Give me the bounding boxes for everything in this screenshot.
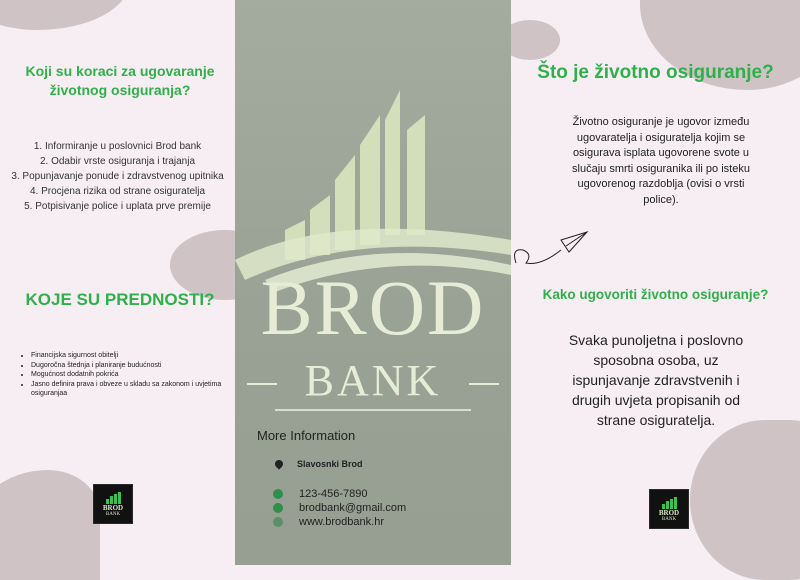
location-text: Slavosnki Brod bbox=[297, 459, 363, 469]
location-row bbox=[275, 459, 363, 469]
logo-divider-left bbox=[247, 383, 277, 385]
what-is-paragraph: Životno osiguranje je ugovor između ugovaratelja i osiguratelja kojim se osigurava isplata ugovorene svote u slučaju smrti osiguranika ili po isteku ugovorenog razdoblja (ovisi o vrsti police). bbox=[572, 116, 750, 206]
website-text: www.brodbank.hr bbox=[299, 516, 384, 528]
steps-heading: Koji su koraci za ugovaranje životnog osiguranja? bbox=[25, 63, 215, 98]
right-panel bbox=[511, 0, 800, 565]
email-row bbox=[273, 502, 406, 514]
list-item: • Mogućnost dodatnih pokrića bbox=[31, 370, 241, 380]
benefits-heading: KOJE SU PREDNOSTI? bbox=[25, 290, 215, 309]
paper-plane-icon bbox=[511, 228, 591, 268]
phone-text: 123-456-7890 bbox=[299, 488, 368, 500]
list-item: 3. Popunjavanje ponude i zdravstvenog upitnika bbox=[11, 171, 224, 182]
brod-bank-logo-small bbox=[93, 484, 133, 524]
logo-wordmark-brod: BROD bbox=[260, 264, 486, 351]
list-item: 4. Procjena rizika od strane osiguratelja bbox=[29, 186, 206, 197]
brod-bank-logo-small-right bbox=[649, 489, 689, 529]
what-is-heading: Što je životno osiguranje? bbox=[537, 62, 774, 83]
logo-wordmark-bank: BANK bbox=[304, 356, 442, 405]
phone-icon bbox=[273, 489, 283, 499]
how-to-paragraph: Svaka punoljetna i poslovno sposobna osoba, uz ispunjavanje zdravstvenih i drugih uvjeta propisanih od strane osiguratelja. bbox=[568, 332, 744, 428]
list-item: • Dugoročna štednja i planiranje budućnosti bbox=[31, 361, 241, 371]
location-pin-icon bbox=[273, 458, 284, 469]
email-text: brodbank@gmail.com bbox=[299, 502, 407, 514]
logo-text-brod: BROD bbox=[102, 503, 124, 512]
list-item: • Jasno definira prava i obveze u skladu sa zakonom i uvjetima osiguranjaa bbox=[31, 380, 241, 399]
email-icon bbox=[273, 503, 283, 513]
logo-text-bank: BANK bbox=[105, 511, 121, 517]
center-panel bbox=[235, 0, 511, 565]
how-to-heading: Kako ugovoriti životno osiguranje? bbox=[542, 287, 769, 302]
list-item: 5. Potpisivanje police i uplata prve premije bbox=[24, 201, 211, 212]
globe-icon bbox=[273, 517, 283, 527]
benefits-list bbox=[19, 351, 241, 399]
logo-text-brod: BROD bbox=[658, 508, 680, 517]
logo-underline bbox=[275, 409, 471, 411]
list-item: 1. Informiranje u poslovnici Brod bank bbox=[33, 141, 202, 152]
phone-row bbox=[273, 488, 368, 500]
logo-bars-icon bbox=[106, 492, 121, 504]
left-panel bbox=[0, 0, 235, 565]
website-row bbox=[273, 516, 384, 528]
more-info-heading: More Information bbox=[257, 428, 356, 443]
list-item: • Financijska sigurnost obitelji bbox=[31, 351, 241, 361]
logo-divider-right bbox=[469, 383, 499, 385]
logo-text-bank: BANK bbox=[661, 516, 677, 522]
list-item: 2. Odabir vrste osiguranja i trajanja bbox=[39, 156, 196, 167]
logo-bars-icon bbox=[662, 497, 677, 509]
steps-list bbox=[0, 139, 235, 214]
